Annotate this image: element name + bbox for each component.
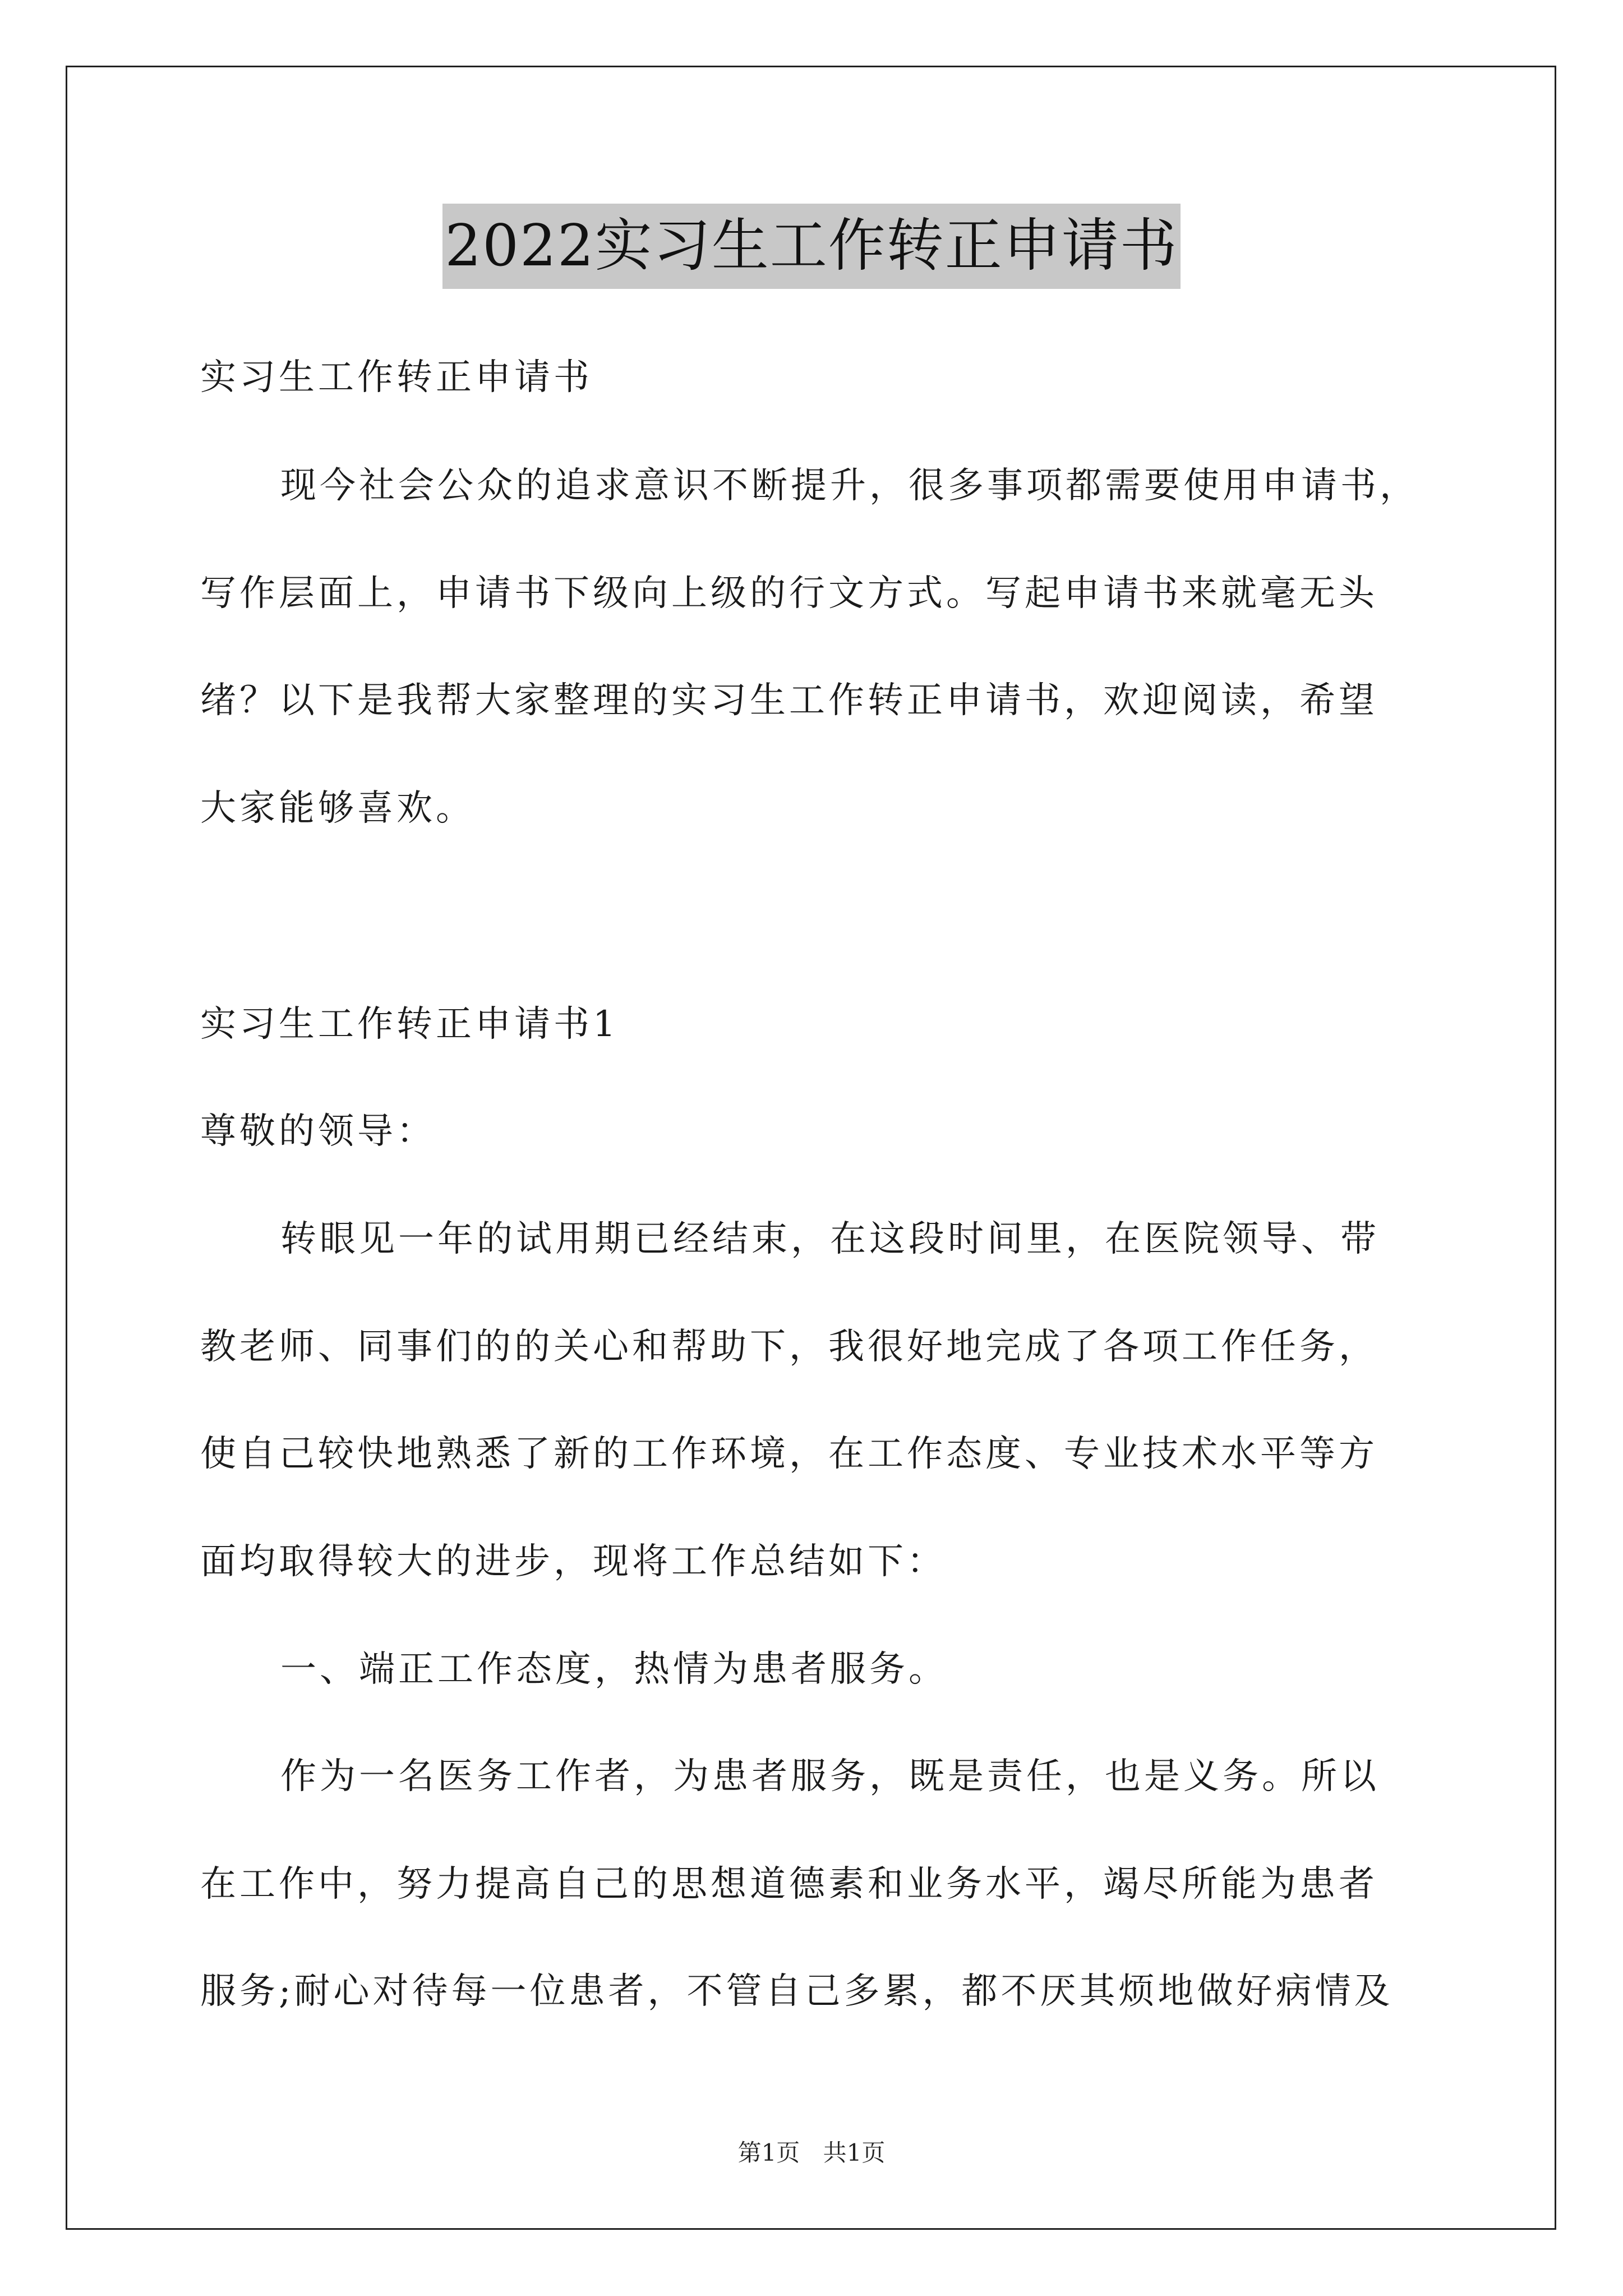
- intro-line: 大家能够喜欢。: [200, 788, 475, 829]
- point-line: 服务;耐心对待每一位患者，不管自己多累，都不厌其烦地做好病情及: [200, 1971, 1394, 2012]
- page-total: 共1页: [823, 2139, 886, 2166]
- document-title: 2022实习生工作转正申请书: [442, 204, 1181, 289]
- body-line: 教老师、同事们的的关心和帮助下，我很好地完成了各项工作任务，: [200, 1326, 1378, 1368]
- section-heading: 实习生工作转正申请书1: [200, 1004, 619, 1045]
- point-heading: 一、端正工作态度，热情为患者服务。: [280, 1649, 948, 1690]
- intro-line: 写作层面上，申请书下级向上级的行文方式。写起申请书来就毫无头: [200, 573, 1378, 614]
- page-footer: [0, 2136, 1623, 2170]
- body-line: 转眼见一年的试用期已经结束，在这段时间里，在医院领导、带: [280, 1218, 1380, 1260]
- intro-line: 绪？以下是我帮大家整理的实习生工作转正申请书，欢迎阅读，希望: [200, 680, 1378, 721]
- point-line: 作为一名医务工作者，为患者服务，既是责任，也是义务。所以: [280, 1756, 1380, 1797]
- intro-line: 现今社会公众的追求意识不断提升，很多事项都需要使用申请书，: [280, 465, 1419, 507]
- point-line: 在工作中，努力提高自己的思想道德素和业务水平，竭尽所能为患者: [200, 1864, 1378, 1905]
- salutation: 尊敬的领导：: [200, 1111, 436, 1152]
- title-container: [0, 204, 1623, 289]
- body-line: 使自己较快地熟悉了新的工作环境，在工作态度、专业技术水平等方: [200, 1433, 1378, 1475]
- body-line: 面均取得较大的进步，现将工作总结如下：: [200, 1541, 946, 1582]
- page-number: 第1页: [737, 2139, 800, 2166]
- document-subtitle: 实习生工作转正申请书: [200, 357, 593, 398]
